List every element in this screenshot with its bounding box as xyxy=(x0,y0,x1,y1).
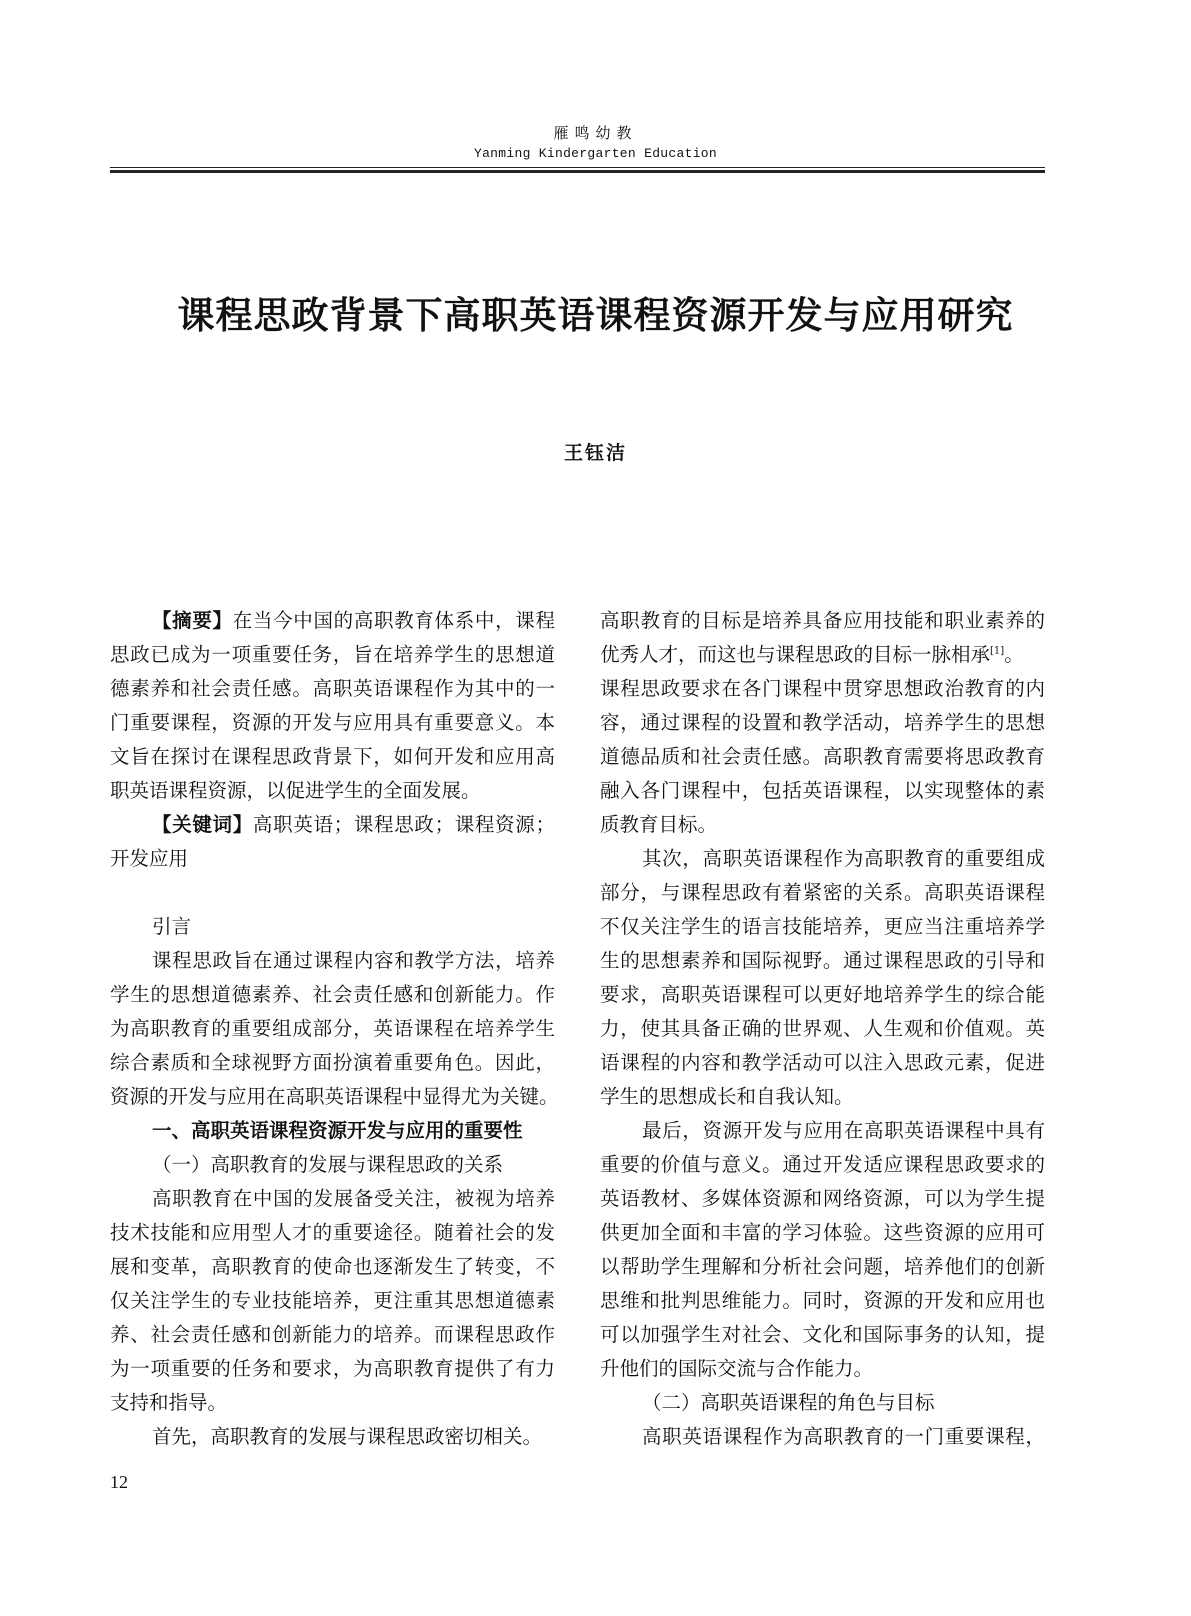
line-text: 技术技能和应用型人才的重要途径。随着社会的发 xyxy=(110,1221,555,1244)
line-text: 生的思想素养和国际视野。通过课程思政的引导和 xyxy=(600,949,1045,972)
text-line xyxy=(600,672,1045,706)
line-text: 学生的思想成长和自我认知。 xyxy=(600,1085,854,1108)
line-text: 门重要课程，资源的开发与应用具有重要意义。本 xyxy=(110,711,555,734)
line-text-tail: 。 xyxy=(1004,643,1024,666)
line-text: 综合素质和全球视野方面扮演着重要角色。因此， xyxy=(110,1051,555,1074)
article-author: 王钰洁 xyxy=(563,442,627,464)
text-line xyxy=(110,978,555,1012)
text-line xyxy=(600,1012,1045,1046)
text-line xyxy=(110,672,555,706)
line-text: 思维和批判思维能力。同时，资源的开发和应用也 xyxy=(600,1289,1045,1312)
text-line xyxy=(600,1420,1045,1454)
text-line xyxy=(110,1284,555,1318)
header-rule-thin xyxy=(110,167,1045,168)
text-line xyxy=(600,638,1045,672)
text-line xyxy=(110,1386,555,1420)
right-column xyxy=(600,604,1045,1454)
line-text: 优秀人才，而这也与课程思政的目标一脉相承 xyxy=(600,643,991,666)
line-text: 高职教育的目标是培养具备应用技能和职业素养的 xyxy=(600,609,1045,632)
text-line xyxy=(110,910,555,944)
text-line xyxy=(110,1318,555,1352)
line-text: 语课程的内容和教学活动可以注入思政元素，促进 xyxy=(600,1051,1045,1074)
text-line xyxy=(110,1420,555,1454)
article-title: 课程思政背景下高职英语课程资源开发与应用研究 xyxy=(177,293,1014,337)
line-text: 最后，资源开发与应用在高职英语课程中具有 xyxy=(642,1119,1045,1142)
line-text: 一、高职英语课程资源开发与应用的重要性 xyxy=(152,1119,523,1142)
line-text: 展和变革，高职教育的使命也逐渐发生了转变，不 xyxy=(110,1255,555,1278)
line-text: 高职英语课程作为高职教育的一门重要课程， xyxy=(642,1425,1045,1448)
text-line xyxy=(110,1216,555,1250)
line-text: 开发应用 xyxy=(110,847,189,870)
line-text: 在当今中国的高职教育体系中，课程 xyxy=(232,609,555,632)
line-text: 支持和指导。 xyxy=(110,1391,228,1414)
section-label: 【关键词】 xyxy=(152,813,253,836)
text-line xyxy=(600,1046,1045,1080)
page-number: 12 xyxy=(110,1472,128,1492)
line-text: 英语教材、多媒体资源和网络资源，可以为学生提 xyxy=(600,1187,1045,1210)
line-text: 要求，高职英语课程可以更好地培养学生的综合能 xyxy=(600,983,1045,1006)
text-line xyxy=(600,1114,1045,1148)
line-text: 职英语课程资源，以促进学生的全面发展。 xyxy=(110,779,481,802)
line-text: 仅关注学生的专业技能培养，更注重其思想道德素 xyxy=(110,1289,555,1312)
text-line xyxy=(110,1046,555,1080)
text-line xyxy=(600,1080,1045,1114)
text-line xyxy=(600,1148,1045,1182)
line-text: 力，使其具备正确的世界观、人生观和价值观。英 xyxy=(600,1017,1045,1040)
text-line xyxy=(600,740,1045,774)
text-line xyxy=(600,774,1045,808)
text-line xyxy=(110,842,555,876)
citation-marker: [1] xyxy=(990,645,1005,657)
line-text: 质教育目标。 xyxy=(600,813,718,836)
text-line xyxy=(600,1318,1045,1352)
text-line xyxy=(110,1114,555,1148)
text-line xyxy=(110,1080,559,1114)
line-text: 其次，高职英语课程作为高职教育的重要组成 xyxy=(642,847,1045,870)
line-text: 重要的价值与意义。通过开发适应课程思政要求的 xyxy=(600,1153,1045,1176)
header-rule-thick xyxy=(110,170,1045,173)
line-text: 供更加全面和丰富的学习体验。这些资源的应用可 xyxy=(600,1221,1045,1244)
line-text: 引言 xyxy=(152,915,192,938)
text-line xyxy=(600,1352,1045,1386)
line-text: 部分，与课程思政有着紧密的关系。高职英语课程 xyxy=(600,881,1045,904)
text-line xyxy=(600,808,1045,842)
line-text: 升他们的国际交流与合作能力。 xyxy=(600,1357,874,1380)
text-line xyxy=(600,910,1045,944)
line-text: 以帮助学生理解和分析社会问题，培养他们的创新 xyxy=(600,1255,1045,1278)
text-line xyxy=(110,774,555,808)
text-line xyxy=(600,978,1045,1012)
text-line xyxy=(600,842,1045,876)
text-line xyxy=(600,604,1045,638)
text-line xyxy=(600,1250,1045,1284)
text-line xyxy=(110,638,555,672)
text-line xyxy=(600,944,1045,978)
text-line xyxy=(110,944,555,978)
text-line xyxy=(110,1148,555,1182)
text-line xyxy=(600,1284,1045,1318)
line-text: 融入各门课程中，包括英语课程，以实现整体的素 xyxy=(600,779,1045,802)
text-line xyxy=(600,1182,1045,1216)
journal-name-cn: 雁鸣幼教 xyxy=(553,124,638,142)
line-text: 资源的开发与应用在高职英语课程中显得尤为关键。 xyxy=(110,1085,559,1108)
text-line xyxy=(110,1182,555,1216)
line-text: 可以加强学生对社会、文化和国际事务的认知，提 xyxy=(600,1323,1045,1346)
line-text: 高职教育在中国的发展备受关注，被视为培养 xyxy=(152,1187,555,1210)
text-line xyxy=(110,808,555,842)
journal-name-en: Yanming Kindergarten Education xyxy=(473,146,718,161)
text-line xyxy=(110,604,555,638)
text-line xyxy=(600,1386,1045,1420)
text-line xyxy=(110,706,555,740)
line-text: 为高职教育的重要组成部分，英语课程在培养学生 xyxy=(110,1017,555,1040)
text-line xyxy=(600,876,1045,910)
line-text: 课程思政要求在各门课程中贯穿思想政治教育的内 xyxy=(600,677,1045,700)
line-text: 为一项重要的任务和要求，为高职教育提供了有力 xyxy=(110,1357,555,1380)
text-line xyxy=(600,1216,1045,1250)
line-text: （二）高职英语课程的角色与目标 xyxy=(642,1391,935,1414)
text-line xyxy=(110,740,555,774)
line-text: 学生的思想道德素养、社会责任感和创新能力。作 xyxy=(110,983,555,1006)
text-line xyxy=(110,1352,555,1386)
text-line xyxy=(110,1250,555,1284)
line-text: 文旨在探讨在课程思政背景下，如何开发和应用高 xyxy=(110,745,555,768)
line-text: 课程思政旨在通过课程内容和教学方法，培养 xyxy=(152,949,555,972)
line-text: 不仅关注学生的语言技能培养，更应当注重培养学 xyxy=(600,915,1045,938)
line-text: 思政已成为一项重要任务，旨在培养学生的思想道 xyxy=(110,643,555,666)
line-text: 养、社会责任感和创新能力的培养。而课程思政作 xyxy=(110,1323,555,1346)
line-text: （一）高职教育的发展与课程思政的关系 xyxy=(152,1153,504,1176)
text-line xyxy=(110,876,555,910)
line-text: 高职英语；课程思政；课程资源； xyxy=(252,813,555,836)
line-text: 容，通过课程的设置和教学活动，培养学生的思想 xyxy=(600,711,1045,734)
text-line xyxy=(600,706,1045,740)
section-label: 【摘要】 xyxy=(152,609,233,632)
text-line xyxy=(110,1012,555,1046)
line-text: 道德品质和社会责任感。高职教育需要将思政教育 xyxy=(600,745,1045,768)
line-text: 德素养和社会责任感。高职英语课程作为其中的一 xyxy=(110,677,555,700)
left-column xyxy=(110,604,559,1454)
line-text: 首先，高职教育的发展与课程思政密切相关。 xyxy=(152,1425,543,1448)
